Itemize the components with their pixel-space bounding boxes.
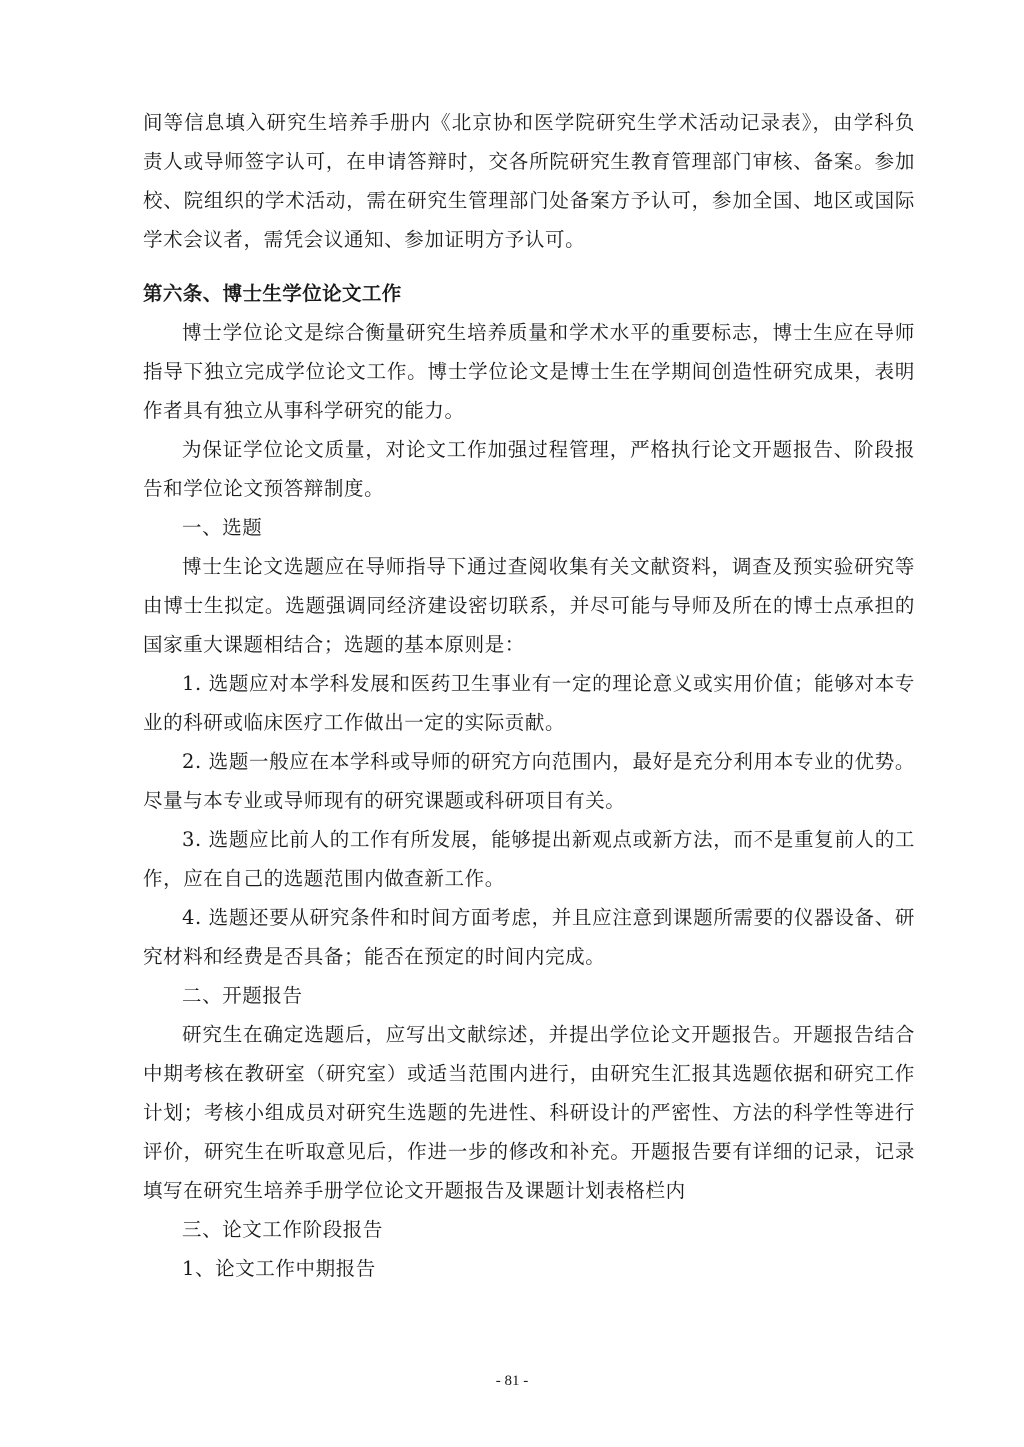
list-item: 3. 选题应比前人的工作有所发展，能够提出新观点或新方法，而不是重复前人的工作，应在自己的选题范围内做查新工作。: [143, 828, 915, 890]
paragraph: 博士生论文选题应在导师指导下通过查阅收集有关文献资料，调查及预实验研究等由博士生拟定。选题强调同经济建设密切联系，并尽可能与导师及所在的博士点承担的国家重大课题相结合；选题的基本原则是：: [143, 555, 915, 656]
list-item: 1. 选题应对本学科发展和医药卫生事业有一定的理论意义或实用价值；能够对本专业的科研或临床医疗工作做出一定的实际贡献。: [143, 672, 915, 734]
paragraph-continuation: 间等信息填入研究生培养手册内《北京协和医学院研究生学术活动记录表》，由学科负责人或导师签字认可，在申请答辩时，交各所院研究生教育管理部门审核、备案。参加校、院组织的学术活动，需在研究生管理部门处备案方予认可，参加全国、地区或国际学术会议者，需凭会议通知、参加证明方予认可。: [143, 111, 915, 251]
document-body: [143, 103, 915, 1288]
list-item: 4. 选题还要从研究条件和时间方面考虑，并且应注意到课题所需要的仪器设备、研究材料和经费是否具备；能否在预定的时间内完成。: [143, 906, 915, 968]
section-heading: 第六条、博士生学位论文工作: [143, 282, 402, 305]
paragraph: 博士学位论文是综合衡量研究生培养质量和学术水平的重要标志，博士生应在导师指导下独立完成学位论文工作。博士学位论文是博士生在学期间创造性研究成果，表明作者具有独立从事科学研究的能力。: [143, 321, 915, 422]
subheading-stage-report: 三、论文工作阶段报告: [182, 1218, 384, 1241]
subheading-mid-term-report: 1、论文工作中期报告: [182, 1257, 376, 1280]
list-item: 2. 选题一般应在本学科或导师的研究方向范围内，最好是充分利用本专业的优势。尽量与本专业或导师现有的研究课题或科研项目有关。: [143, 750, 915, 812]
paragraph: 研究生在确定选题后，应写出文献综述，并提出学位论文开题报告。开题报告结合中期考核在教研室（研究室）或适当范围内进行，由研究生汇报其选题依据和研究工作计划；考核小组成员对研究生选题的先进性、科研设计的严密性、方法的科学性等进行评价，研究生在听取意见后，作进一步的修改和补充。开题报告要有详细的记录，记录填写在研究生培养手册学位论文开题报告及课题计划表格栏内: [143, 1023, 915, 1202]
paragraph: 为保证学位论文质量，对论文工作加强过程管理，严格执行论文开题报告、阶段报告和学位论文预答辩制度。: [143, 438, 915, 500]
subheading-proposal-report: 二、开题报告: [182, 984, 303, 1007]
subheading-topic-selection: 一、选题: [182, 516, 263, 539]
page-number: - 81 -: [495, 1373, 529, 1389]
